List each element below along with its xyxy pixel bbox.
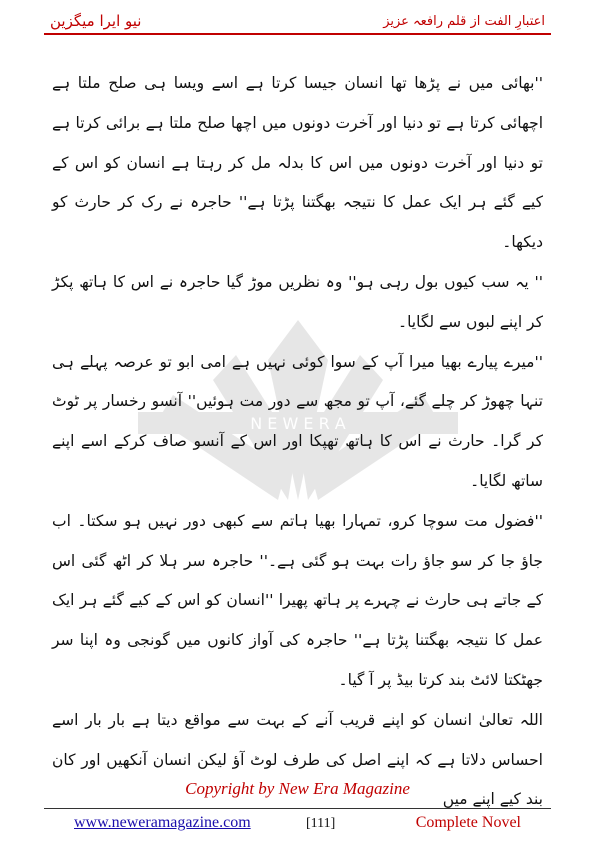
novel-title-author: اعتبارِ الفت از قلم رافعہ عزیز xyxy=(383,14,545,29)
paragraph: ''بھائی میں نے پڑھا تھا انسان جیسا کرتا ہے اسے ویسا ہی صلح ملتا ہے اچھائی کرتا ہے تو دنیا اور آخرت دونوں میں اچھا صلح ملتا ہے برائی کرتا ہے تو دنیا اور آخرت دونوں میں اس کا بدلہ مل کر رہتا ہے انسان کو اس کے کیے گئے ہر ایک عمل کا نتیجہ بھگتنا پڑتا ہے'' حاجرہ نے رک کر حارث کو دیکھا۔ xyxy=(52,74,543,252)
magazine-name: نیو ایرا میگزین xyxy=(50,12,142,30)
paragraph: اللہ تعالیٰ انسان کو اپنے قریب آنے کے بہت سے مواقع دیتا ہے بار بار اسے احساس دلاتا ہے کہ اپنے اصل کی طرف لوٹ آؤ لیکن انسان آنکھیں اور کان بند کیے اپنے میں xyxy=(52,710,543,809)
paragraph: ''میرے پیارے بھیا میرا آپ کے سوا کوئی نہیں ہے امی ابو تو عرصہ پہلے ہی تنہا چھوڑ کر چلے گئے، آپ تو مجھ سے دور مت ہوئیں'' آنسو رخسار پر ٹوٹ کر گرا۔ حارث نے اس کا ہاتھ تھپکا اور اس کے آنسو صاف کرکے اسے اپنے ساتھ لگایا۔ xyxy=(52,352,543,490)
paragraph: '' یہ سب کیوں بول رہی ہو'' وہ نظریں موڑ گیا حاجرہ نے اس کا ہاتھ پکڑ کر اپنے لبوں سے لگایا۔ xyxy=(52,272,543,331)
website-link[interactable]: www.neweramagazine.com xyxy=(74,814,251,831)
page-footer xyxy=(44,810,551,840)
page-header xyxy=(44,8,551,34)
complete-novel-label: Complete Novel xyxy=(415,814,521,831)
footer-divider xyxy=(44,808,551,809)
page-number: [111] xyxy=(306,816,336,831)
svg-text:N E W E R A: N E W E R A xyxy=(250,414,346,433)
paragraph: ''فضول مت سوچا کرو، تمہارا بھیا ہاتم سے کبھی دور نہیں ہو سکتا۔ اب جاؤ جا کر سو جاؤ رات بہت ہو گئی ہے۔'' حاجرہ سر ہلا کر اٹھ گئی اس کے جاتے ہی حارث نے چہرے پر ہاتھ پھیرا ''انسان کو اس کے کیے گئے ہر ایک عمل کا نتیجہ بھگتنا پڑتا ہے'' حاجرہ کی آواز کانوں میں گونجی وہ اپنا سر جھٹکتا لائٹ بند کرتا بیڈ پر آ گیا۔ xyxy=(52,511,543,689)
copyright-notice: Copyright by New Era Magazine xyxy=(185,779,410,798)
header-divider xyxy=(44,33,551,35)
